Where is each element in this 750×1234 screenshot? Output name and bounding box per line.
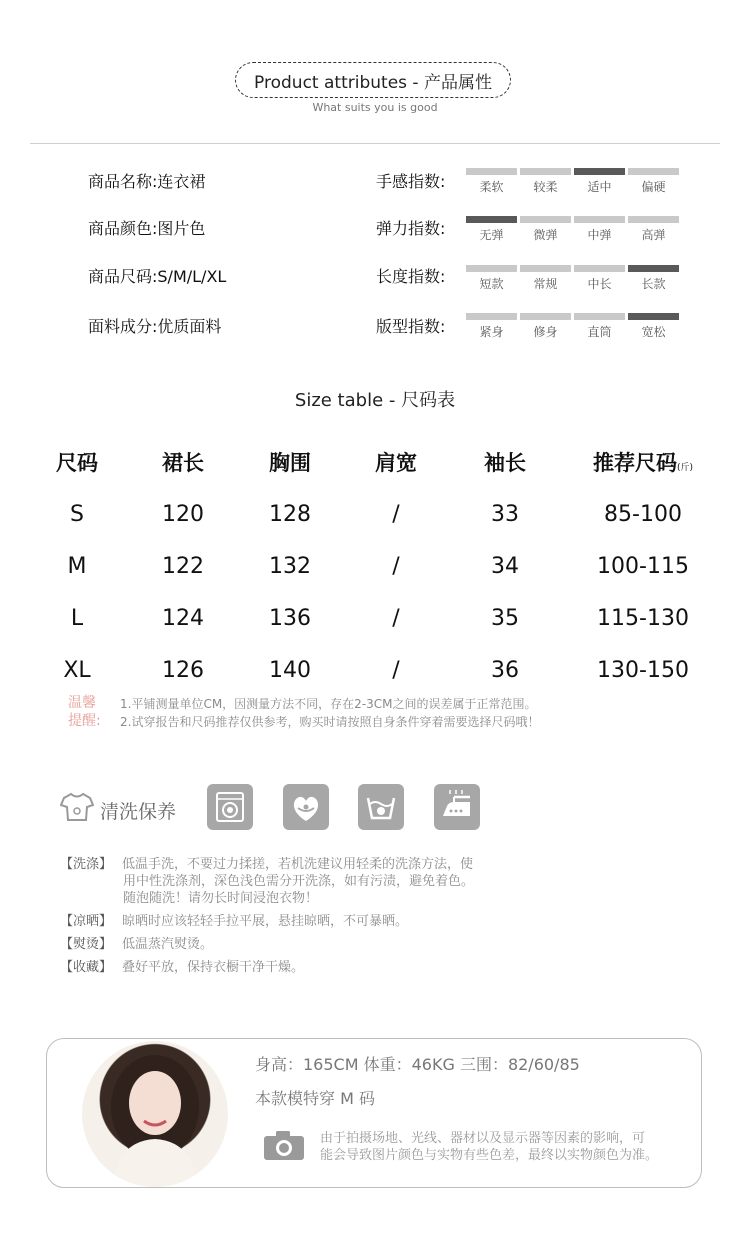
scale-bar [466, 216, 517, 223]
scale-label-feel: 手感指数: [376, 172, 446, 191]
unit-label: (斤) [676, 463, 694, 473]
scale-option-label: 中弹 [587, 228, 612, 242]
scale-option [466, 168, 517, 195]
header-size: 尺码 [56, 451, 98, 475]
color-disclaimer: 由于拍摄场地、光线、器材以及显示器等因素的影响，可 能会导致图片颜色与实物有些色差，最终以实物颜色为准。 [320, 1131, 659, 1163]
table-cell: 34 [491, 553, 519, 579]
iron-icon [434, 784, 480, 830]
table-cell: 36 [491, 657, 519, 683]
scale-bar [466, 168, 517, 175]
care-instructions [60, 856, 474, 982]
scale-bar [628, 265, 679, 272]
scale-feel [466, 168, 679, 195]
scale-option-label: 紧身 [479, 325, 504, 339]
scale-option-label: 直筒 [587, 325, 612, 339]
scale-label-elasticity: 弹力指数: [376, 219, 446, 238]
scale-option [520, 313, 571, 340]
table-row [22, 540, 722, 592]
divider [30, 143, 720, 144]
table-cell: 120 [162, 501, 204, 527]
table-cell: 126 [162, 657, 204, 683]
care-store: 【收藏】 叠好平放，保持衣橱干净干燥。 [60, 960, 305, 975]
tshirt-icon [60, 791, 94, 823]
scale-label-length: 长度指数: [376, 267, 446, 286]
scale-option-label: 微弹 [533, 228, 558, 242]
scale-option-selected [466, 216, 517, 243]
care-dry: 【凉晒】 晾晒时应该轻轻手拉平展，悬挂晾晒，不可暴晒。 [60, 914, 409, 929]
table-cell: / [392, 605, 400, 631]
size-table [22, 436, 722, 696]
attr-product-color: 商品颜色:图片色 [88, 219, 206, 238]
scale-bar [574, 265, 625, 272]
scale-label-fit: 版型指数: [376, 317, 446, 336]
table-cell: / [392, 657, 400, 683]
scale-bar [574, 168, 625, 175]
scale-option-label: 常规 [533, 277, 558, 291]
table-cell: 85-100 [604, 501, 682, 527]
scale-option-label: 短款 [479, 277, 504, 291]
scale-bar [520, 168, 571, 175]
attr-product-name: 商品名称:连衣裙 [88, 172, 206, 191]
scale-option [520, 216, 571, 243]
scale-bar [628, 313, 679, 320]
basin-wash-icon [358, 784, 404, 830]
care-wash: 【洗涤】 低温手洗，不要过力揉搓，若机洗建议用轻柔的洗涤方法，使 用中性洗涤剂，深色浅色需分开洗涤，如有污渍，避免着色。 随泡随洗！请勿长时间浸泡衣物！ [60, 857, 475, 906]
table-cell: XL [63, 657, 91, 683]
header-recommended: 推荐尺码(斤) [592, 451, 694, 475]
scale-bar [520, 265, 571, 272]
tip-text: 1.平铺测量单位CM，因测量方法不同，存在2-3CM之间的误差属于正常范围。 2.试穿报告和尺码推荐仅供参考，购买时请按照自身条件穿着需要选择尺码哦！ [120, 697, 540, 729]
scale-elasticity [466, 216, 679, 243]
washing-machine-icon [207, 784, 253, 830]
header-sleeve: 袖长 [484, 451, 526, 475]
section-subtitle: What suits you is good [312, 101, 438, 114]
scale-option [520, 265, 571, 292]
table-cell: S [70, 501, 84, 527]
table-cell: 128 [269, 501, 311, 527]
tip-label: 温馨 提醒: [68, 695, 101, 729]
scale-option-label: 长款 [641, 277, 666, 291]
scale-option-label: 柔软 [479, 180, 504, 194]
scale-option [466, 313, 517, 340]
scale-option-label: 偏硬 [641, 180, 666, 194]
care-title: 清洗保养 [100, 801, 177, 823]
scale-option-label: 宽松 [641, 325, 666, 339]
scale-option [628, 216, 679, 243]
scale-option [574, 265, 625, 292]
scale-bar [628, 168, 679, 175]
table-cell: 33 [491, 501, 519, 527]
scale-option [628, 168, 679, 195]
table-cell: 100-115 [597, 553, 689, 579]
camera-icon [262, 1128, 306, 1162]
model-avatar [82, 1041, 228, 1187]
care-iron: 【熨烫】 低温蒸汽熨烫。 [60, 937, 214, 952]
table-row [22, 488, 722, 540]
table-header-row [22, 436, 722, 488]
scale-option [520, 168, 571, 195]
scale-option-label: 中长 [587, 277, 612, 291]
attr-fabric: 面料成分:优质面料 [88, 317, 222, 336]
scale-option-label: 修身 [533, 325, 558, 339]
header-shoulder: 肩宽 [375, 451, 417, 475]
model-measurements: 身高：165CM 体重：46KG 三围：82/60/85 [255, 1055, 580, 1074]
table-row [22, 644, 722, 696]
scale-option-selected [574, 168, 625, 195]
scale-option-label: 较柔 [533, 180, 558, 194]
scale-bar [574, 313, 625, 320]
scale-option-label: 高弹 [641, 228, 666, 242]
attr-product-sizes: 商品尺码:S/M/L/XL [88, 267, 227, 286]
table-row [22, 592, 722, 644]
size-table-title: Size table - 尺码表 [294, 390, 456, 411]
header-bust: 胸围 [269, 451, 311, 475]
scale-bar [466, 313, 517, 320]
scale-option [574, 313, 625, 340]
scale-bar [628, 216, 679, 223]
model-size-worn: 本款模特穿 M 码 [255, 1089, 375, 1108]
table-cell: L [70, 605, 84, 631]
header-length: 裙长 [162, 451, 204, 475]
scale-option [466, 265, 517, 292]
scale-bar [466, 265, 517, 272]
scale-option-selected [628, 313, 679, 340]
scale-fit [466, 313, 679, 340]
table-cell: 115-130 [597, 605, 689, 631]
table-cell: 122 [162, 553, 204, 579]
table-cell: M [67, 553, 87, 579]
scale-option-label: 适中 [587, 180, 612, 194]
scale-option [574, 216, 625, 243]
hand-wash-icon [283, 784, 329, 830]
table-cell: / [392, 501, 400, 527]
table-cell: 136 [269, 605, 311, 631]
scale-length [466, 265, 679, 292]
scale-bar [520, 313, 571, 320]
table-cell: 130-150 [597, 657, 689, 683]
table-cell: 132 [269, 553, 311, 579]
table-cell: 140 [269, 657, 311, 683]
scale-option-selected [628, 265, 679, 292]
table-cell: / [392, 553, 400, 579]
scale-bar [520, 216, 571, 223]
table-cell: 35 [491, 605, 519, 631]
scale-option-label: 无弹 [479, 228, 504, 242]
scale-bar [574, 216, 625, 223]
section-title-product-attributes: Product attributes - 产品属性 [235, 62, 511, 98]
table-cell: 124 [162, 605, 204, 631]
